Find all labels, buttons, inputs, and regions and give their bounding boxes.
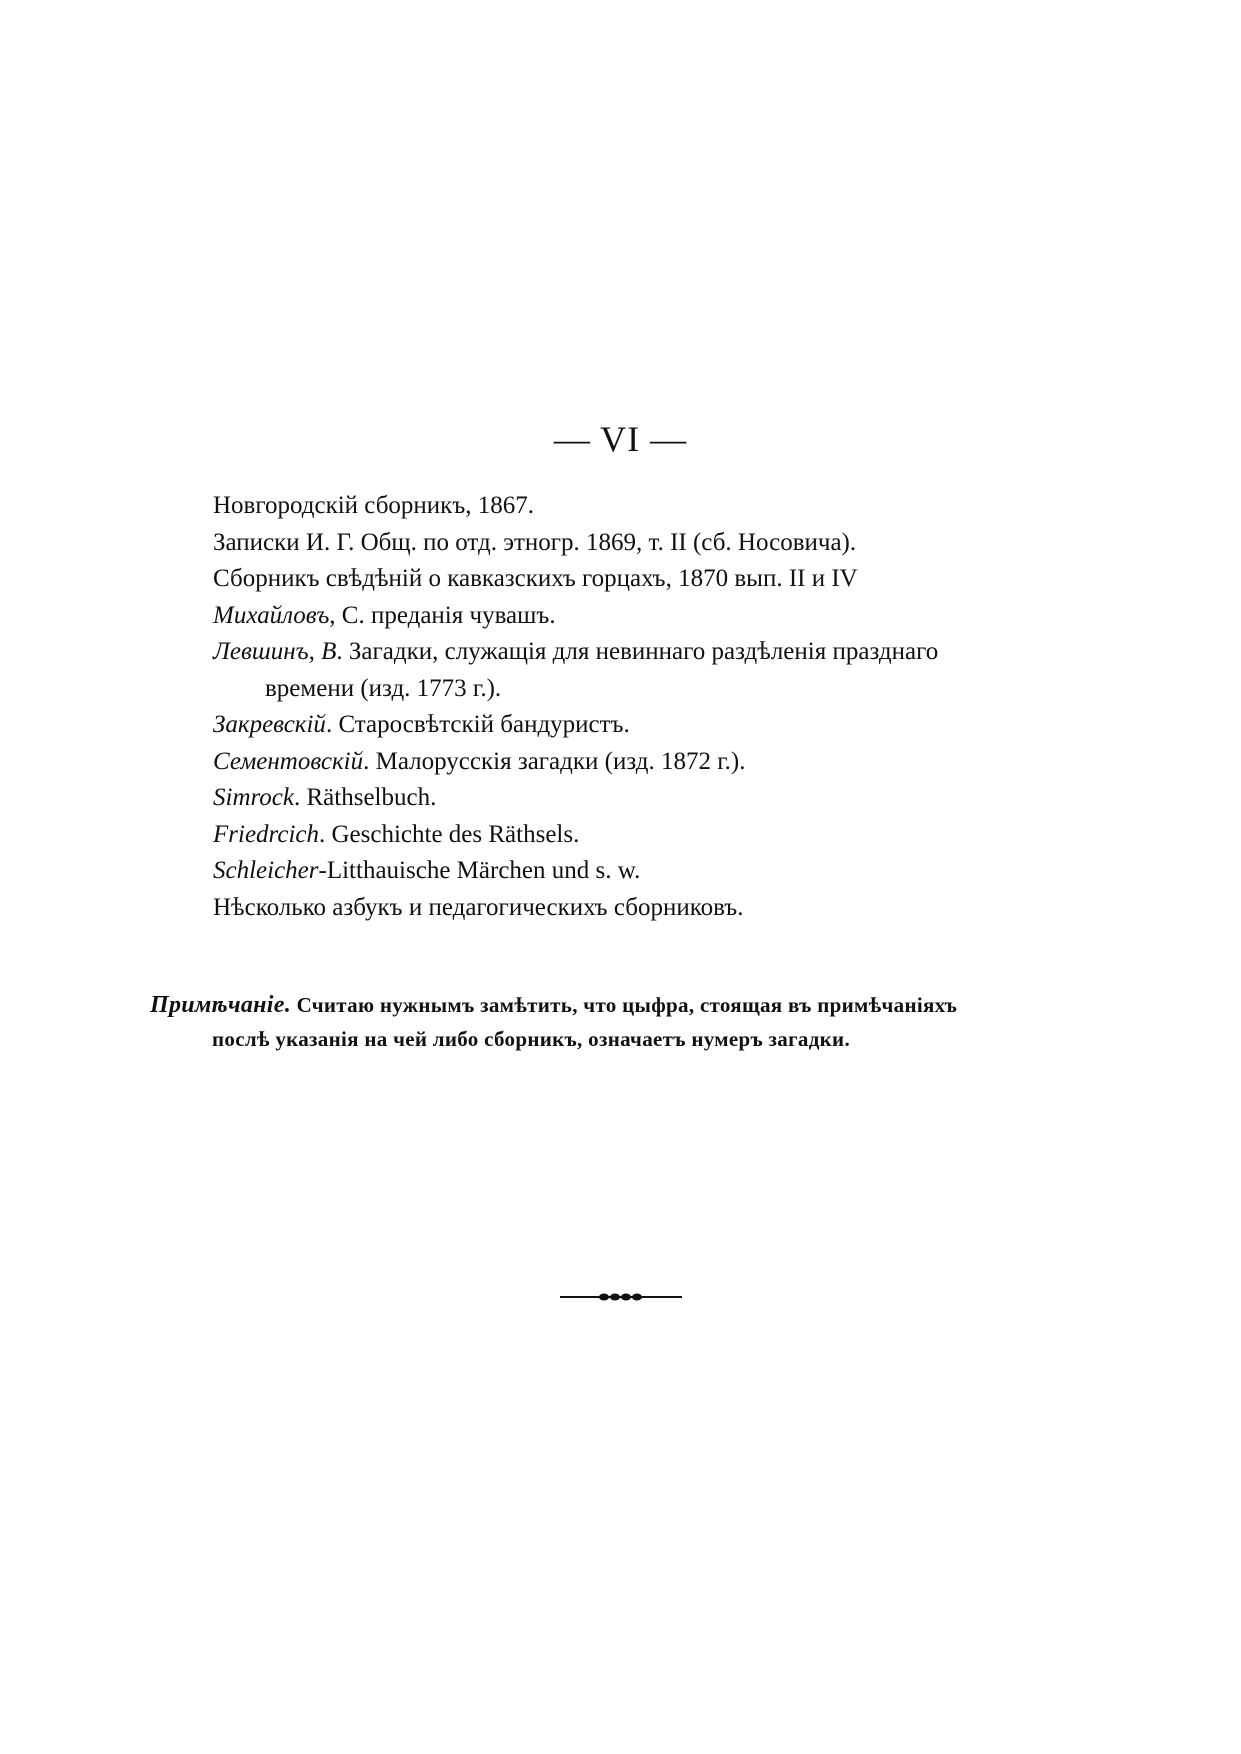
source-line xyxy=(213,744,1113,781)
source-line xyxy=(213,634,1113,671)
source-author: Simrock xyxy=(213,784,294,811)
source-text: . Geschichte des Räthsels. xyxy=(318,820,580,848)
source-text: , С. преданія чувашъ. xyxy=(329,601,556,629)
note-text: Считаю нужнымъ замѣтить, что цыфра, стоящая въ примѣчаніяхъ xyxy=(296,993,958,1017)
source-text: Записки И. Г. Общ. по отд. этногр. 1869, т. II (сб. Носовича). xyxy=(213,528,857,556)
source-text: Нѣсколько азбукъ и педагогическихъ сборниковъ. xyxy=(213,893,744,921)
source-line xyxy=(213,561,1113,598)
source-text: . Старосвѣтскій бандуристъ. xyxy=(325,711,630,738)
source-author: Сементовскій xyxy=(213,747,364,775)
source-text: времени (изд. 1773 г.). xyxy=(265,674,502,702)
source-list xyxy=(213,488,1113,926)
note-line xyxy=(150,988,1110,1022)
source-line xyxy=(213,525,1113,562)
source-author: Закревскій xyxy=(213,711,326,738)
source-text: -Litthauische Märchen und s. w. xyxy=(318,857,641,884)
source-author: Schleicher xyxy=(213,857,319,884)
source-text: Новгородскій сборникъ, 1867. xyxy=(213,492,535,519)
source-line xyxy=(213,853,1113,890)
source-text: . Малорусскія загадки (изд. 1872 г.). xyxy=(363,747,746,775)
source-line xyxy=(213,707,1113,744)
note-label: Примѣчаніе. xyxy=(150,992,292,1018)
footnote xyxy=(150,988,1110,1056)
source-line xyxy=(213,890,1113,927)
source-line xyxy=(213,598,1113,635)
source-author: Левшинъ, В xyxy=(213,638,337,665)
note-line-continuation xyxy=(150,1022,1110,1056)
source-text: . Загадки, служащія для невиннаго раздѣленія празднаго xyxy=(336,638,939,665)
source-text: . Räthselbuch. xyxy=(294,784,437,811)
source-text: Сборникъ свѣдѣній о кавказскихъ горцахъ, 1870 вып. II и IV xyxy=(213,565,858,592)
source-author: Friedrcich xyxy=(213,820,319,848)
page-number: — VI — xyxy=(553,419,688,459)
source-author: Михайловъ xyxy=(213,601,330,629)
source-line xyxy=(213,780,1113,817)
source-line-continuation xyxy=(213,671,1113,708)
end-ornament-icon xyxy=(560,1290,682,1304)
note-text: послѣ указанія на чей либо сборникъ, означаетъ нумеръ загадки. xyxy=(212,1027,850,1051)
source-line xyxy=(213,817,1113,854)
source-line xyxy=(213,488,1113,525)
